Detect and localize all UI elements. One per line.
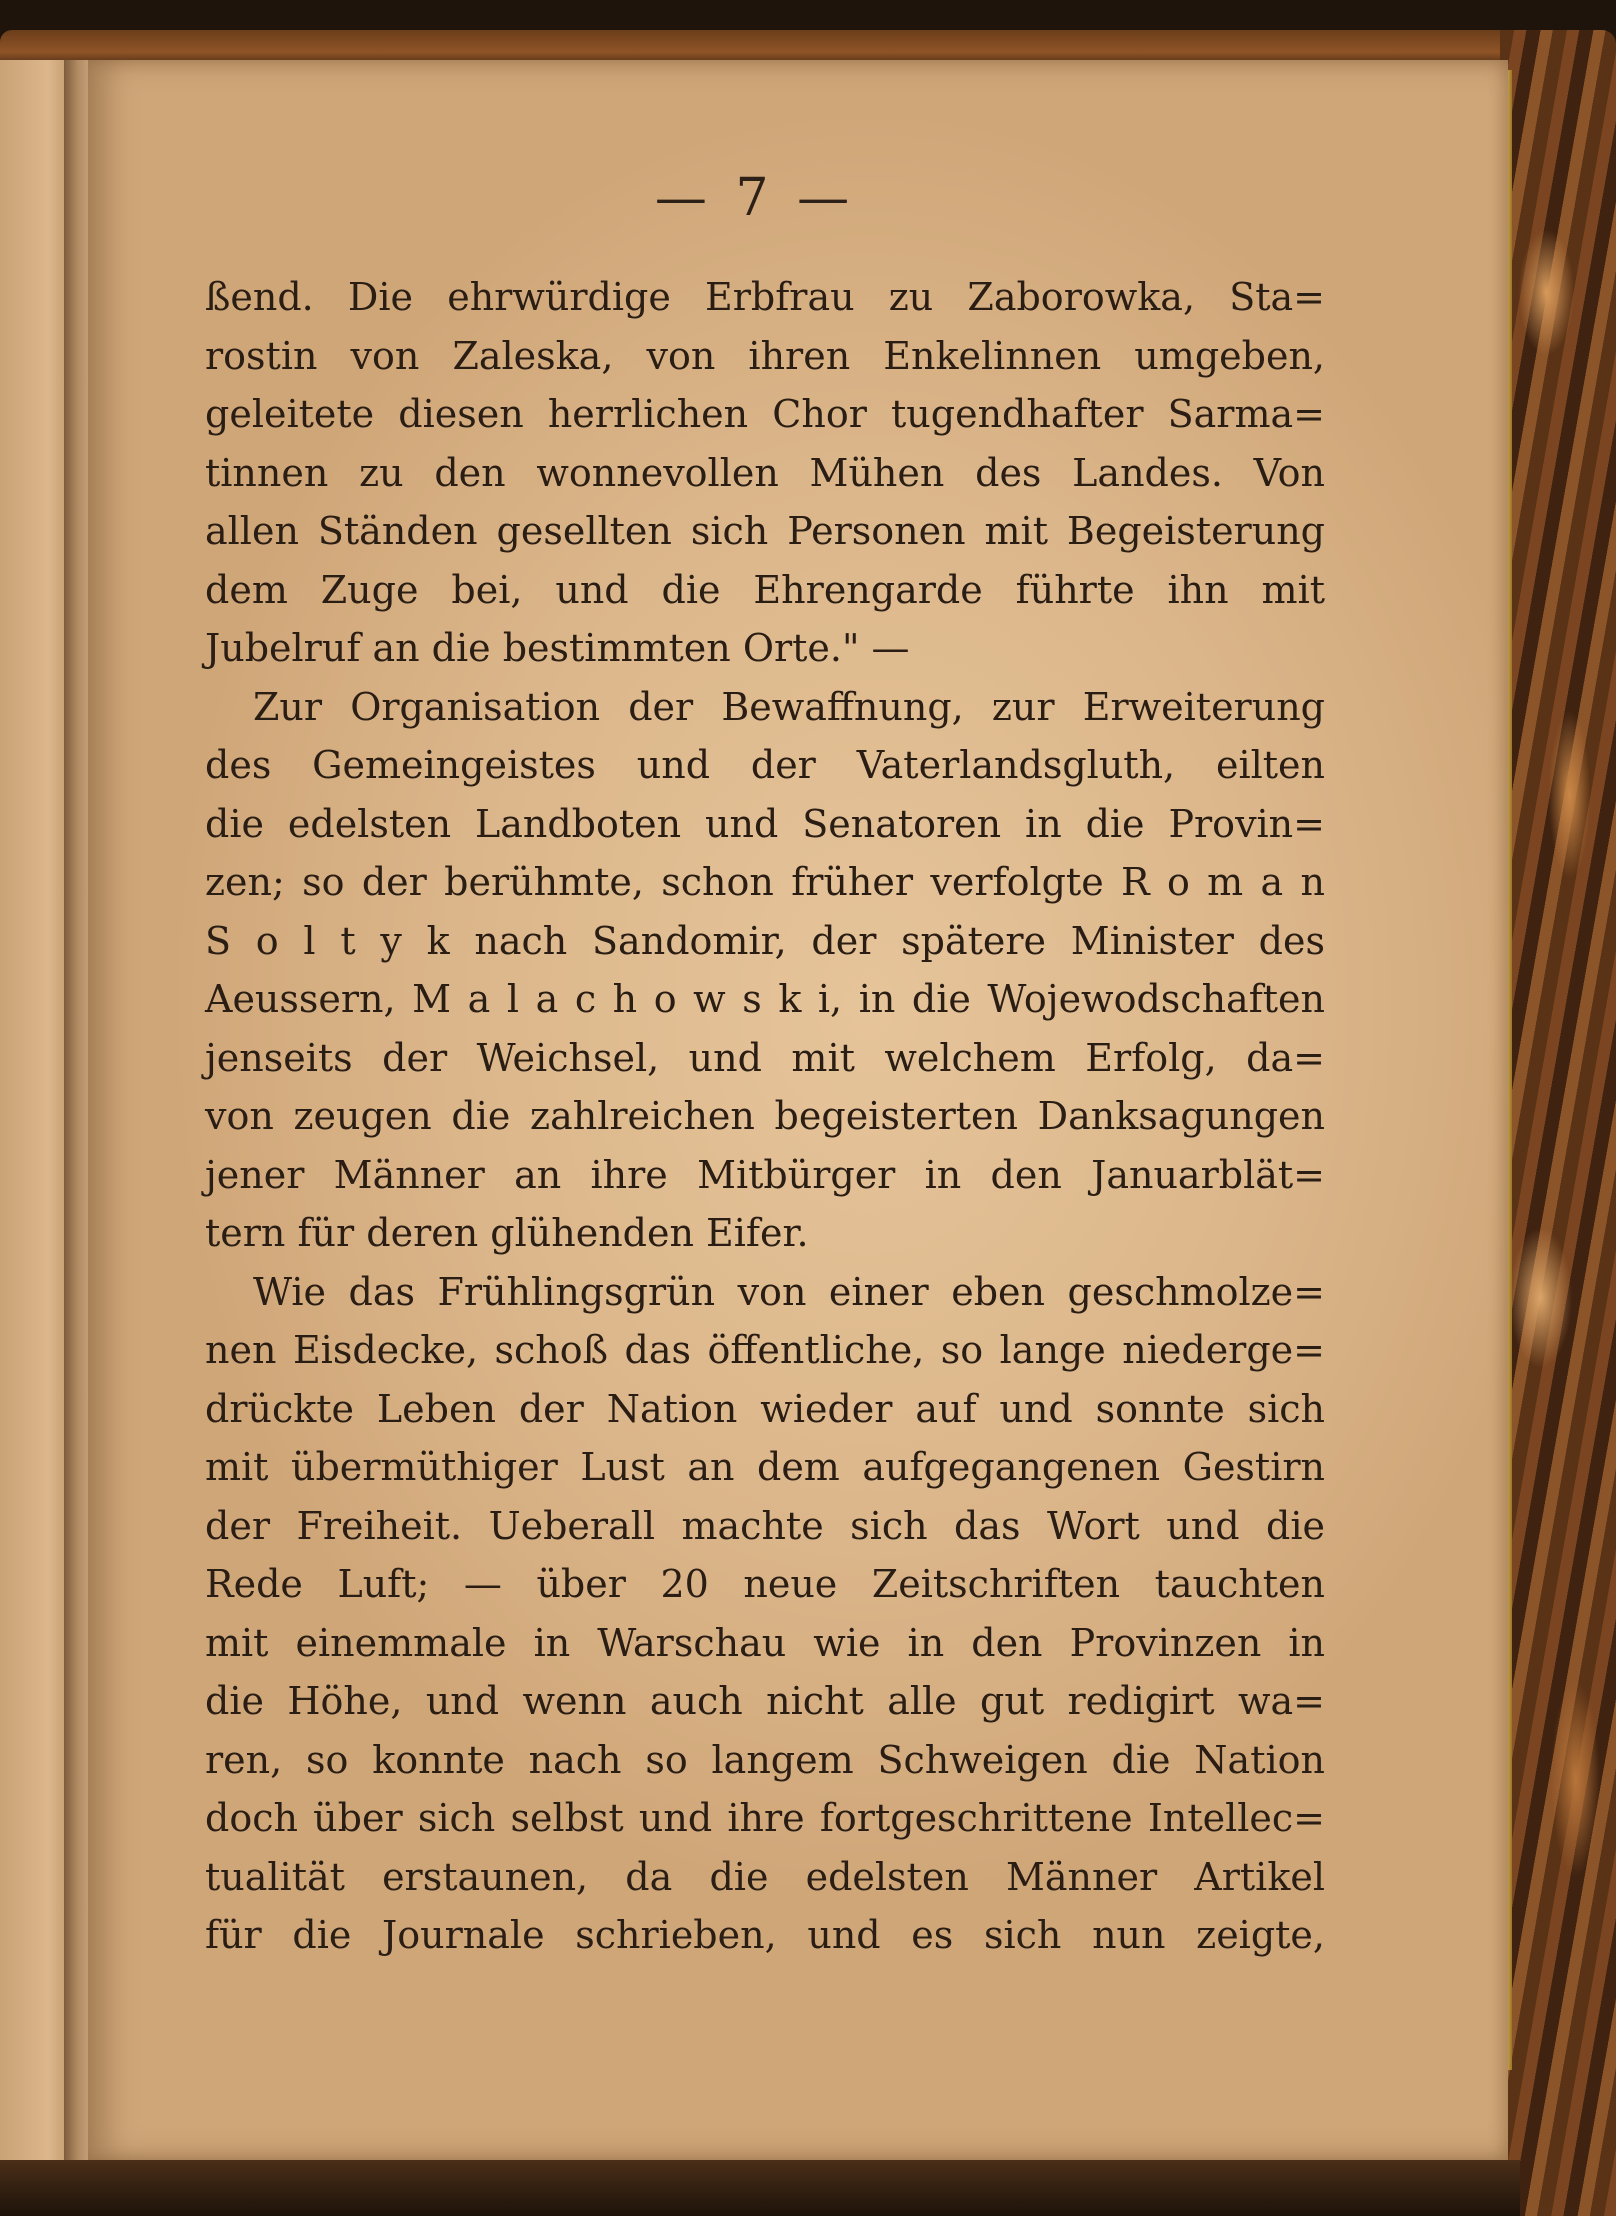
text-line: allen Ständen gesellten sich Personen mit Begeisterung [205,509,1325,553]
marbled-book-cover [1500,30,1616,2216]
text-line: tualität erstaunen, da die edelsten Männer Artikel [205,1854,1325,1899]
text-line: ren, so konnte nach so langem Schweigen die Nation [205,1737,1325,1782]
text-line: jener Männer an ihre Mitbürger in den Januarblät= [205,1152,1325,1197]
text-line: drückte Leben der Nation wieder auf und sonnte sich [205,1386,1325,1431]
text-line: des Gemeingeistes und der Vaterlandsgluth, eilten [205,743,1325,787]
text-line: von zeugen die zahlreichen begeisterten Danksagungen [205,1094,1325,1138]
text-line: jenseits der Weichsel, und mit welchem Erfolg, da= [205,1035,1325,1080]
text-line: geleitete diesen herrlichen Chor tugendhafter Sarma= [205,392,1325,436]
text-line: für die Journale schrieben, und es sich nun zeigte, [205,1913,1325,1957]
text-line: Rede Luft; — über 20 neue Zeitschriften tauchten [205,1562,1325,1606]
page-bottom-shadow [0,2160,1520,2216]
text-line: tern für deren glühenden Eifer. [205,1211,809,1255]
text-line: ßend. Die ehrwürdige Erbfrau zu Zaborowka, Sta= [205,275,1325,319]
paragraph-start-line: Wie das Frühlingsgrün von einer eben geschmolze= [253,1269,1325,1314]
text-line: tinnen zu den wonnevollen Mühen des Landes. Von [205,450,1325,495]
paragraph-start-line: Zur Organisation der Bewaffnung, zur Erweiterung [253,684,1325,729]
text-line: mit übermüthiger Lust an dem aufgegangenen Gestirn [205,1445,1325,1489]
text-line: Jubelruf an die bestimmten Orte." — [205,626,910,670]
text-line: mit einemmale in Warschau wie in den Provinzen in [205,1620,1325,1665]
text-line: rostin von Zaleska, von ihren Enkelinnen umgeben, [205,333,1325,378]
text-line: zen; so der berühmte, schon früher verfolgte R o m a n [205,860,1325,904]
page-text [205,268,1325,1965]
page-number: — 7 — [654,168,856,228]
text-line: dem Zuge bei, und die Ehrengarde führte ihn mit [205,567,1325,612]
text-line: Aeussern, M a l a c h o w s k i, in die Wojewodschaften [205,977,1325,1021]
text-line: die Höhe, und wenn auch nicht alle gut redigirt wa= [205,1679,1325,1723]
text-line: der Freiheit. Ueberall machte sich das Wort und die [205,1503,1325,1548]
text-line: nen Eisdecke, schoß das öffentliche, so lange niederge= [205,1328,1325,1372]
text-line: S o l t y k nach Sandomir, der spätere Minister des [205,918,1325,963]
text-line: die edelsten Landboten und Senatoren in die Provin= [205,801,1325,846]
text-line: doch über sich selbst und ihre fortgeschrittene Intellec= [205,1796,1325,1840]
